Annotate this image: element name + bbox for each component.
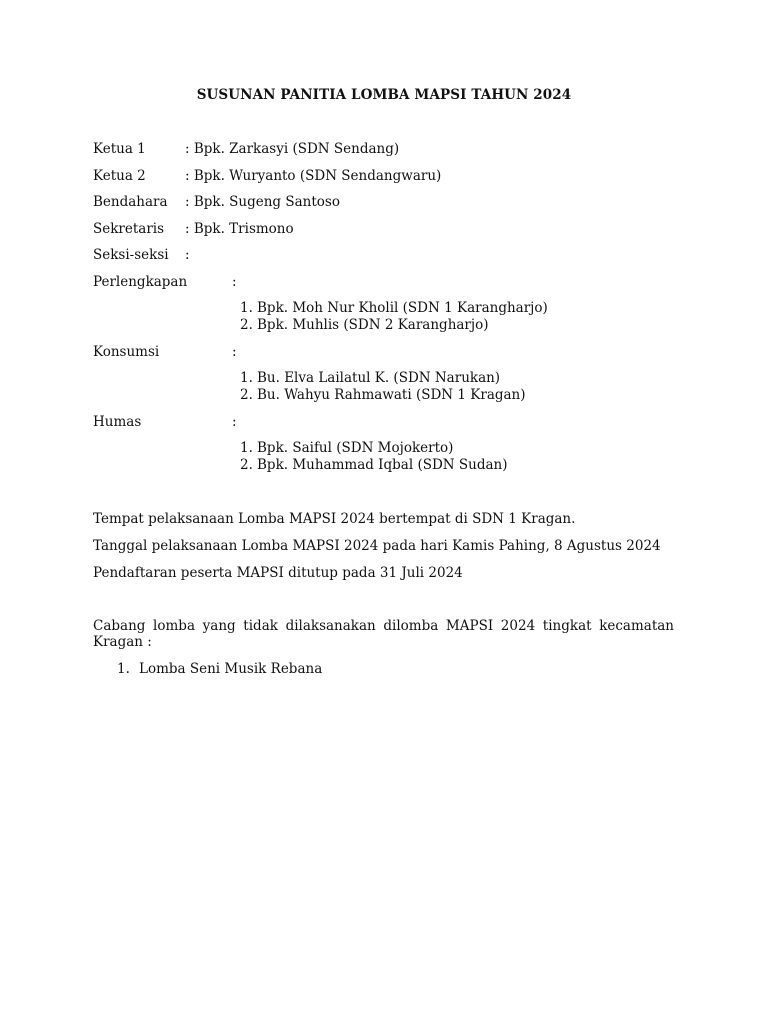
list-item xyxy=(240,370,500,387)
info-venue: Tempat pelaksanaan Lomba MAPSI 2024 bertempat di SDN 1 Kragan. xyxy=(93,511,576,527)
info-registration: Pendaftaran peserta MAPSI ditutup pada 31 Juli 2024 xyxy=(93,565,463,581)
section-label-konsumsi: Konsumsi xyxy=(93,344,160,360)
list-number: 1. xyxy=(240,300,253,316)
section-label-humas: Humas xyxy=(93,414,142,430)
officer-value: : xyxy=(185,247,190,263)
section-colon: : xyxy=(232,274,237,290)
officer-label: Sekretaris xyxy=(93,221,165,237)
list-text: Bpk. Muhlis (SDN 2 Karangharjo) xyxy=(257,317,489,333)
list-item xyxy=(117,661,322,678)
officer-row-bendahara xyxy=(93,194,340,211)
list-number: 2. xyxy=(240,317,253,333)
list-text: Bu. Elva Lailatul K. (SDN Narukan) xyxy=(257,370,501,386)
list-text: Bpk. Saiful (SDN Mojokerto) xyxy=(257,440,454,456)
list-number: 1. xyxy=(117,661,130,677)
officer-label: Ketua 1 xyxy=(93,141,146,157)
document-title: SUSUNAN PANITIA LOMBA MAPSI TAHUN 2024 xyxy=(196,87,572,103)
list-number: 2. xyxy=(240,457,253,473)
list-item xyxy=(240,300,548,317)
officer-label: Seksi-seksi xyxy=(93,247,169,263)
officer-value: : Bpk. Wuryanto (SDN Sendangwaru) xyxy=(185,168,442,184)
officer-row-ketua-2 xyxy=(93,168,441,185)
officer-label: Bendahara xyxy=(93,194,168,210)
list-number: 1. xyxy=(240,440,253,456)
list-item xyxy=(240,457,507,474)
officer-row-ketua-1 xyxy=(93,141,399,158)
officer-value: : Bpk. Zarkasyi (SDN Sendang) xyxy=(185,141,400,157)
officer-value: : Bpk. Sugeng Santoso xyxy=(185,194,340,210)
list-text: Bu. Wahyu Rahmawati (SDN 1 Kragan) xyxy=(257,387,526,403)
list-text: Bpk. Moh Nur Kholil (SDN 1 Karangharjo) xyxy=(257,300,548,316)
info-date: Tanggal pelaksanaan Lomba MAPSI 2024 pada hari Kamis Pahing, 8 Agustus 2024 xyxy=(93,538,661,554)
section-colon: : xyxy=(232,344,237,360)
list-text: Bpk. Muhammad Iqbal (SDN Sudan) xyxy=(257,457,508,473)
excluded-intro: Cabang lomba yang tidak dilaksanakan dilomba MAPSI 2024 tingkat kecamatan Kragan : xyxy=(93,618,674,650)
list-number: 1. xyxy=(240,370,253,386)
list-number: 2. xyxy=(240,387,253,403)
list-text: Lomba Seni Musik Rebana xyxy=(139,661,323,677)
officer-row-sekretaris xyxy=(93,221,294,238)
list-item xyxy=(240,387,526,404)
section-colon: : xyxy=(232,414,237,430)
section-label-perlengkapan: Perlengkapan xyxy=(93,274,188,290)
list-item xyxy=(240,317,488,334)
officer-row-seksi-seksi xyxy=(93,247,190,264)
officer-label: Ketua 2 xyxy=(93,168,146,184)
list-item xyxy=(240,440,453,457)
officer-value: : Bpk. Trismono xyxy=(185,221,294,237)
